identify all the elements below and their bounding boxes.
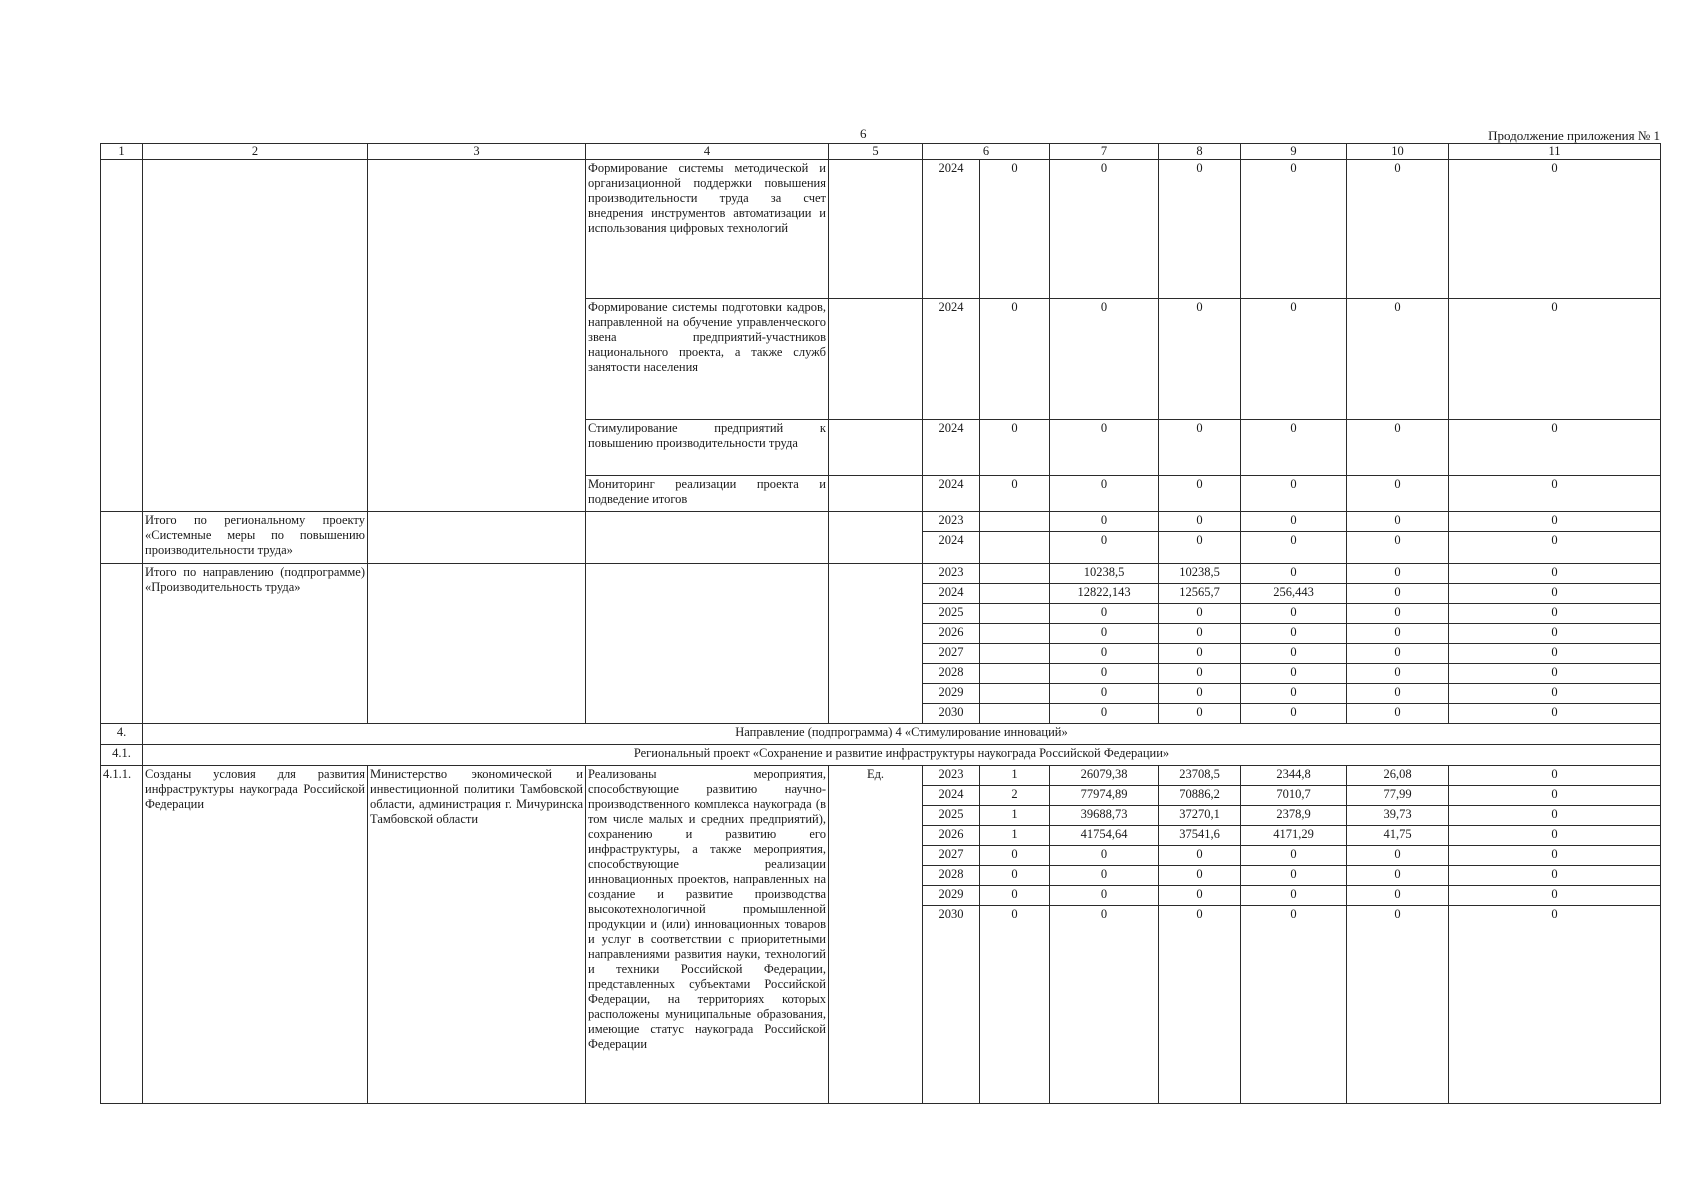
cell-empty xyxy=(143,160,368,512)
value-cell: 0 xyxy=(1050,866,1159,886)
value-cell: 2378,9 xyxy=(1241,806,1347,826)
value-cell: 0 xyxy=(1050,684,1159,704)
value-cell: 0 xyxy=(1241,906,1347,1104)
cell-empty xyxy=(980,584,1050,604)
year-cell: 2023 xyxy=(923,766,980,786)
value-cell: 0 xyxy=(1241,512,1347,532)
value-cell: 0 xyxy=(1050,644,1159,664)
value-cell: 0 xyxy=(1449,806,1661,826)
value-cell: 256,443 xyxy=(1241,584,1347,604)
col-header-1: 1 xyxy=(101,144,143,160)
year-cell: 2030 xyxy=(923,906,980,1104)
value-cell: 10238,5 xyxy=(1159,564,1241,584)
value-cell: 0 xyxy=(1159,684,1241,704)
value-cell: 0 xyxy=(980,160,1050,299)
value-cell: 1 xyxy=(980,806,1050,826)
value-cell: 0 xyxy=(1347,420,1449,476)
section-row xyxy=(101,724,1661,745)
year-cell: 2024 xyxy=(923,160,980,299)
year-cell: 2023 xyxy=(923,512,980,532)
cell-empty xyxy=(980,532,1050,564)
section-title: Направление (подпрограмма) 4 «Стимулирование инноваций» xyxy=(143,724,1661,745)
year-cell: 2026 xyxy=(923,624,980,644)
value-cell: 0 xyxy=(1347,846,1449,866)
cell-empty xyxy=(829,420,923,476)
value-cell: 0 xyxy=(1347,624,1449,644)
value-cell: 0 xyxy=(1050,160,1159,299)
value-cell: 1 xyxy=(980,826,1050,846)
value-cell: 10238,5 xyxy=(1050,564,1159,584)
column-number-row xyxy=(101,144,1661,160)
value-cell: 0 xyxy=(1241,476,1347,512)
value-cell: 0 xyxy=(1050,846,1159,866)
value-cell: 0 xyxy=(1347,664,1449,684)
value-cell: 0 xyxy=(1449,906,1661,1104)
cell-empty xyxy=(101,160,143,512)
cell-empty xyxy=(368,160,586,512)
year-cell: 2028 xyxy=(923,866,980,886)
value-cell: 0 xyxy=(1347,512,1449,532)
value-cell: 0 xyxy=(1347,564,1449,584)
value-cell: 0 xyxy=(1050,906,1159,1104)
item-unit: Ед. xyxy=(829,766,923,1104)
value-cell: 0 xyxy=(1449,604,1661,624)
value-cell: 0 xyxy=(1347,644,1449,664)
value-cell: 0 xyxy=(980,886,1050,906)
value-cell: 0 xyxy=(1449,584,1661,604)
value-cell: 0 xyxy=(1347,704,1449,724)
year-cell: 2025 xyxy=(923,806,980,826)
col-header-10: 10 xyxy=(1347,144,1449,160)
cell-empty xyxy=(980,512,1050,532)
cell-empty xyxy=(829,160,923,299)
value-cell: 0 xyxy=(1449,866,1661,886)
value-cell: 0 xyxy=(1241,684,1347,704)
page-number: 6 xyxy=(860,126,867,141)
value-cell: 0 xyxy=(1050,299,1159,420)
cell-empty xyxy=(586,512,829,564)
activity-text: Формирование системы подготовки кадров, направленной на обучение управленческого звена предприятий-участников национального проекта, а также служб занятости населения xyxy=(586,299,829,420)
value-cell: 0 xyxy=(1159,886,1241,906)
section-title: Региональный проект «Сохранение и развитие инфраструктуры наукограда Российской Федерации» xyxy=(143,745,1661,766)
value-cell: 0 xyxy=(1449,624,1661,644)
value-cell: 0 xyxy=(1241,846,1347,866)
col-header-4: 4 xyxy=(586,144,829,160)
value-cell: 37270,1 xyxy=(1159,806,1241,826)
year-cell: 2024 xyxy=(923,584,980,604)
value-cell: 0 xyxy=(1347,532,1449,564)
activity-text: Формирование системы методической и организационной поддержки повышения производительности труда за счет внедрения инструментов автоматизации и использования цифровых технологий xyxy=(586,160,829,299)
cell-empty xyxy=(829,476,923,512)
value-cell: 26,08 xyxy=(1347,766,1449,786)
value-cell: 0 xyxy=(1241,664,1347,684)
value-cell: 0 xyxy=(1449,786,1661,806)
activity-text: Мониторинг реализации проекта и подведение итогов xyxy=(586,476,829,512)
value-cell: 0 xyxy=(1347,684,1449,704)
col-header-9: 9 xyxy=(1241,144,1347,160)
value-cell: 0 xyxy=(980,866,1050,886)
value-cell: 0 xyxy=(1449,476,1661,512)
item-result: Реализованы мероприятия, способствующие развитию научно-производственного комплекса наукограда (в том числе малых и средних предприятий), сохранению и развитию его инфраструктуры, а также мероприятия, способствующие реализации инновационных проектов, направленных на создание и развитие производства высокотехнологичной промышленной продукции и (или) инновационных товаров и услуг в соответствии с приоритетными направлениями развития науки, технологий и техники Российской Федерации, представленных субъектами Российской Федерации, на территориях которых расположены муниципальные образования, имеющие статус наукограда Российской Федерации xyxy=(586,766,829,1104)
value-cell: 0 xyxy=(1449,664,1661,684)
value-cell: 0 xyxy=(1347,906,1449,1104)
value-cell: 0 xyxy=(1159,624,1241,644)
cell-empty xyxy=(829,564,923,724)
cell-empty xyxy=(980,564,1050,584)
value-cell: 0 xyxy=(1050,704,1159,724)
value-cell: 0 xyxy=(980,299,1050,420)
table-row xyxy=(101,160,1661,299)
value-cell: 0 xyxy=(980,420,1050,476)
value-cell: 0 xyxy=(1241,624,1347,644)
year-cell: 2024 xyxy=(923,786,980,806)
total-direction-label: Итого по направлению (подпрограмме) «Производительность труда» xyxy=(143,564,368,724)
value-cell: 0 xyxy=(1050,532,1159,564)
value-cell: 0 xyxy=(1159,906,1241,1104)
value-cell: 0 xyxy=(1347,866,1449,886)
year-cell: 2024 xyxy=(923,532,980,564)
value-cell: 0 xyxy=(1449,512,1661,532)
value-cell: 0 xyxy=(1449,766,1661,786)
value-cell: 0 xyxy=(1449,886,1661,906)
table-row xyxy=(101,512,1661,532)
total-project-label: Итого по региональному проекту «Системные меры по повышению производительности труда» xyxy=(143,512,368,564)
item-responsible: Министерство экономической и инвестиционной политики Тамбовской области, администрация г. Мичуринска Тамбовской области xyxy=(368,766,586,1104)
value-cell: 12565,7 xyxy=(1159,584,1241,604)
value-cell: 26079,38 xyxy=(1050,766,1159,786)
continuation-label: Продолжение приложения № 1 xyxy=(1488,128,1660,143)
cell-empty xyxy=(980,604,1050,624)
value-cell: 0 xyxy=(1241,886,1347,906)
value-cell: 0 xyxy=(1241,604,1347,624)
year-cell: 2028 xyxy=(923,664,980,684)
activity-text: Стимулирование предприятий к повышению производительности труда xyxy=(586,420,829,476)
year-cell: 2024 xyxy=(923,299,980,420)
appendix-table xyxy=(100,143,1661,1104)
value-cell: 0 xyxy=(1241,564,1347,584)
value-cell: 77974,89 xyxy=(1050,786,1159,806)
year-cell: 2023 xyxy=(923,564,980,584)
year-cell: 2027 xyxy=(923,846,980,866)
value-cell: 0 xyxy=(1159,532,1241,564)
value-cell: 0 xyxy=(980,476,1050,512)
value-cell: 0 xyxy=(1347,476,1449,512)
year-cell: 2025 xyxy=(923,604,980,624)
value-cell: 0 xyxy=(1241,704,1347,724)
value-cell: 37541,6 xyxy=(1159,826,1241,846)
cell-empty xyxy=(829,512,923,564)
year-cell: 2024 xyxy=(923,476,980,512)
value-cell: 23708,5 xyxy=(1159,766,1241,786)
value-cell: 0 xyxy=(1050,420,1159,476)
cell-empty xyxy=(980,704,1050,724)
value-cell: 0 xyxy=(1050,624,1159,644)
value-cell: 0 xyxy=(1347,886,1449,906)
value-cell: 4171,29 xyxy=(1241,826,1347,846)
value-cell: 0 xyxy=(980,906,1050,1104)
cell-empty xyxy=(368,512,586,564)
item-task: Созданы условия для развития инфраструктуры наукограда Российской Федерации xyxy=(143,766,368,1104)
value-cell: 7010,7 xyxy=(1241,786,1347,806)
value-cell: 0 xyxy=(1241,420,1347,476)
value-cell: 0 xyxy=(1159,846,1241,866)
cell-empty xyxy=(101,512,143,564)
year-cell: 2030 xyxy=(923,704,980,724)
section-row xyxy=(101,745,1661,766)
value-cell: 0 xyxy=(1050,664,1159,684)
value-cell: 0 xyxy=(1449,299,1661,420)
year-cell: 2029 xyxy=(923,886,980,906)
cell-empty xyxy=(980,664,1050,684)
value-cell: 12822,143 xyxy=(1050,584,1159,604)
col-header-7: 7 xyxy=(1050,144,1159,160)
cell-empty xyxy=(829,299,923,420)
section-number: 4. xyxy=(101,724,143,745)
value-cell: 0 xyxy=(1449,160,1661,299)
value-cell: 41,75 xyxy=(1347,826,1449,846)
value-cell: 0 xyxy=(1241,532,1347,564)
value-cell: 2 xyxy=(980,786,1050,806)
value-cell: 0 xyxy=(1159,160,1241,299)
year-cell: 2024 xyxy=(923,420,980,476)
year-cell: 2029 xyxy=(923,684,980,704)
value-cell: 0 xyxy=(1449,532,1661,564)
value-cell: 77,99 xyxy=(1347,786,1449,806)
value-cell: 0 xyxy=(1241,644,1347,664)
value-cell: 70886,2 xyxy=(1159,786,1241,806)
value-cell: 39688,73 xyxy=(1050,806,1159,826)
year-cell: 2027 xyxy=(923,644,980,664)
table-row xyxy=(101,564,1661,584)
value-cell: 0 xyxy=(1449,826,1661,846)
value-cell: 0 xyxy=(1347,299,1449,420)
value-cell: 0 xyxy=(1050,476,1159,512)
value-cell: 0 xyxy=(1449,684,1661,704)
col-header-2: 2 xyxy=(143,144,368,160)
year-cell: 2026 xyxy=(923,826,980,846)
value-cell: 0 xyxy=(1159,476,1241,512)
cell-empty xyxy=(368,564,586,724)
value-cell: 0 xyxy=(1241,299,1347,420)
col-header-5: 5 xyxy=(829,144,923,160)
value-cell: 0 xyxy=(1159,704,1241,724)
table-row xyxy=(101,766,1661,786)
value-cell: 0 xyxy=(1159,644,1241,664)
value-cell: 41754,64 xyxy=(1050,826,1159,846)
value-cell: 0 xyxy=(980,846,1050,866)
value-cell: 0 xyxy=(1050,512,1159,532)
value-cell: 0 xyxy=(1449,564,1661,584)
value-cell: 0 xyxy=(1050,604,1159,624)
value-cell: 0 xyxy=(1449,704,1661,724)
value-cell: 0 xyxy=(1050,886,1159,906)
value-cell: 39,73 xyxy=(1347,806,1449,826)
value-cell: 0 xyxy=(1347,584,1449,604)
value-cell: 0 xyxy=(1449,420,1661,476)
cell-empty xyxy=(980,644,1050,664)
value-cell: 0 xyxy=(1449,644,1661,664)
cell-empty xyxy=(586,564,829,724)
value-cell: 1 xyxy=(980,766,1050,786)
col-header-6: 6 xyxy=(923,144,1050,160)
cell-empty xyxy=(980,624,1050,644)
value-cell: 0 xyxy=(1159,512,1241,532)
col-header-8: 8 xyxy=(1159,144,1241,160)
value-cell: 2344,8 xyxy=(1241,766,1347,786)
value-cell: 0 xyxy=(1159,866,1241,886)
value-cell: 0 xyxy=(1159,299,1241,420)
value-cell: 0 xyxy=(1159,664,1241,684)
col-header-11: 11 xyxy=(1449,144,1661,160)
cell-empty xyxy=(980,684,1050,704)
value-cell: 0 xyxy=(1241,866,1347,886)
value-cell: 0 xyxy=(1347,160,1449,299)
section-number: 4.1. xyxy=(101,745,143,766)
value-cell: 0 xyxy=(1347,604,1449,624)
item-number: 4.1.1. xyxy=(101,766,143,1104)
cell-empty xyxy=(101,564,143,724)
value-cell: 0 xyxy=(1241,160,1347,299)
value-cell: 0 xyxy=(1159,604,1241,624)
value-cell: 0 xyxy=(1159,420,1241,476)
col-header-3: 3 xyxy=(368,144,586,160)
value-cell: 0 xyxy=(1449,846,1661,866)
